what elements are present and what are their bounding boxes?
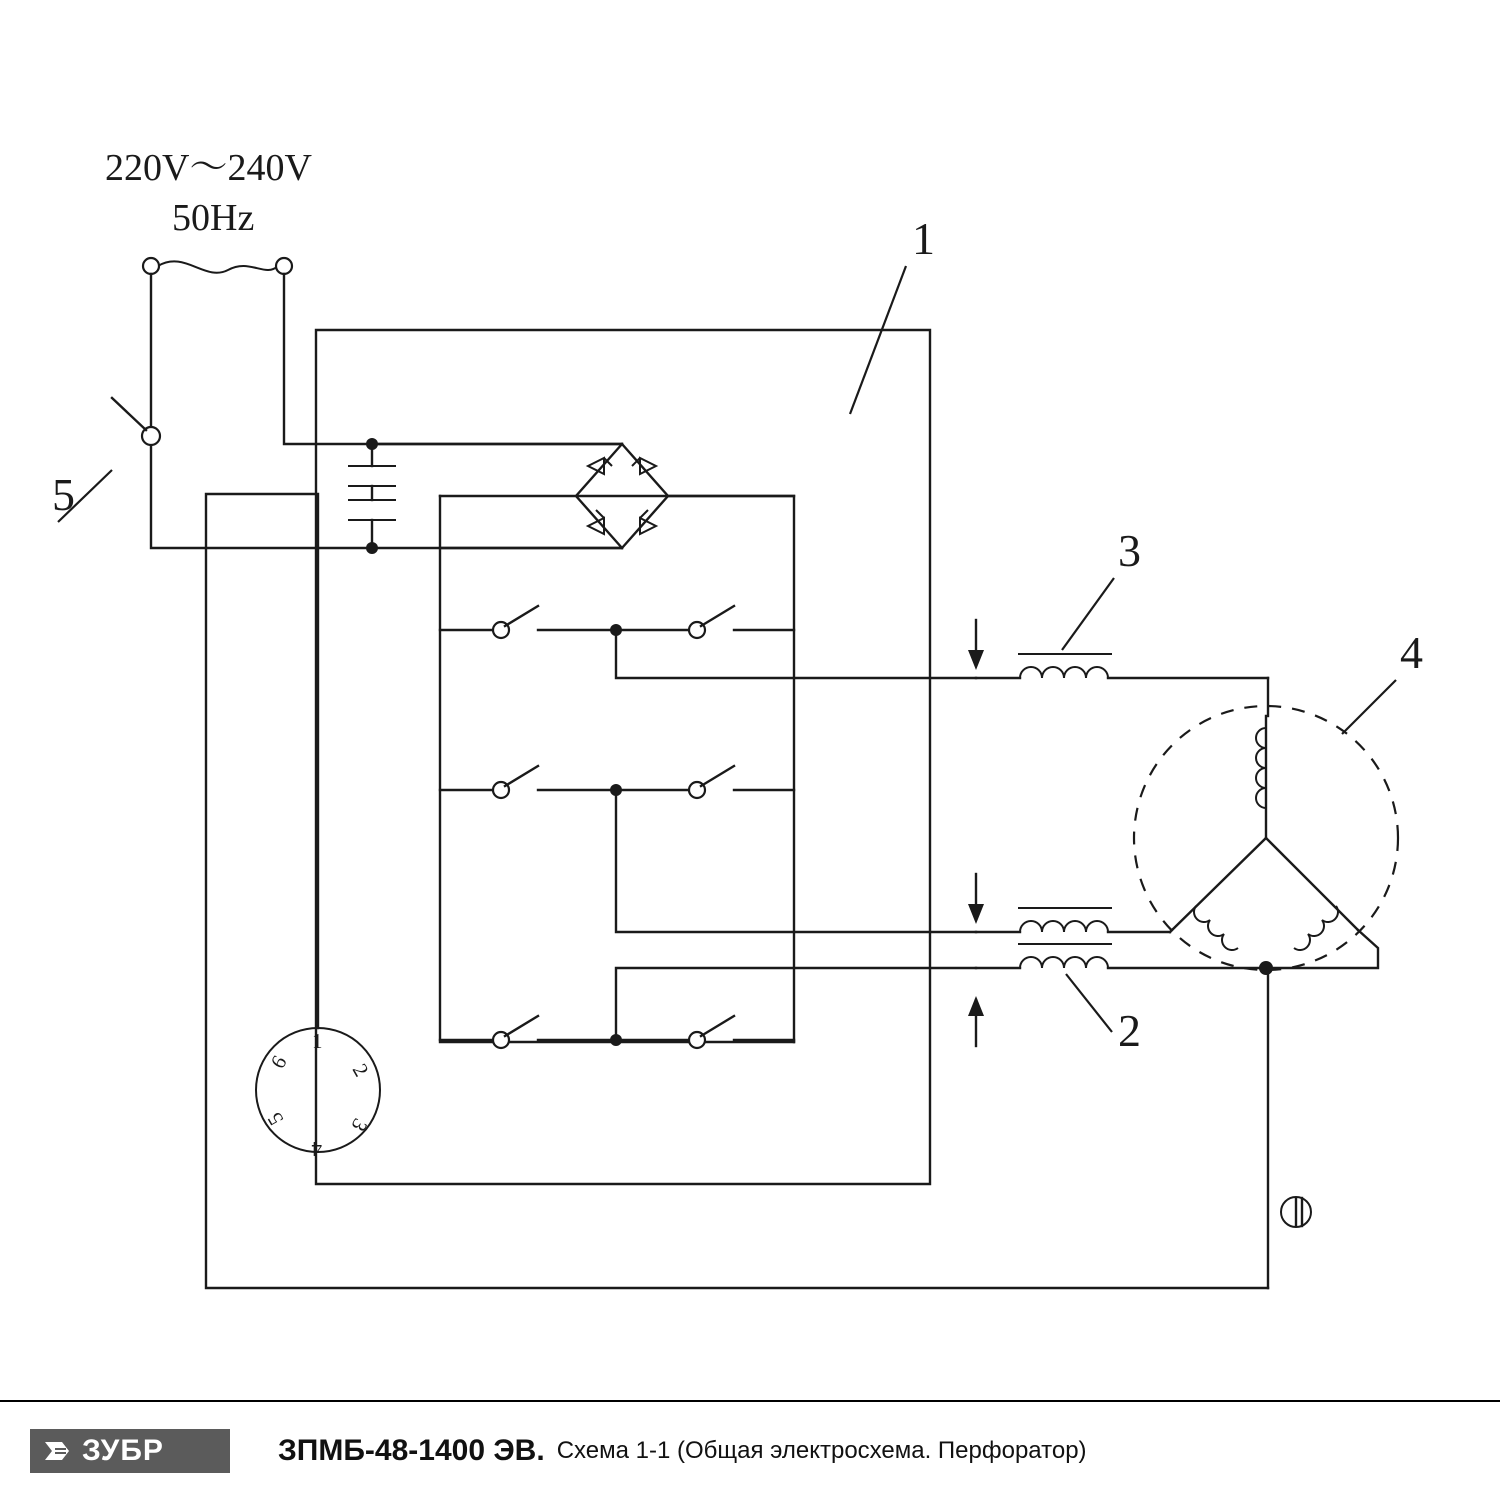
dial-position-4: 4 (311, 1137, 322, 1161)
model-name: ЗПМБ-48-1400 ЭВ. (278, 1434, 545, 1467)
capacitor-group (348, 438, 396, 554)
module-1-boundary (316, 330, 930, 1184)
brand-name: ЗУБР (82, 1434, 164, 1467)
switch-row-2[interactable] (440, 766, 976, 932)
dial-return-wire (206, 494, 1268, 1288)
callout-label-5: 5 (52, 469, 75, 520)
switch-matrix-left-rail (440, 496, 794, 1042)
motor-4 (1134, 706, 1398, 975)
callout-leader-1 (850, 266, 906, 414)
trigger-switch-5[interactable] (112, 398, 160, 445)
dial-position-3: 3 (346, 1114, 373, 1136)
dial-position-2: 2 (347, 1059, 374, 1081)
zubr-logo-icon (42, 1438, 72, 1464)
scheme-subtitle: Схема 1-1 (Общая электросхема. Перфоратор) (556, 1437, 1087, 1464)
callout-label-1: 1 (912, 213, 935, 264)
brand-badge (30, 1429, 230, 1473)
switch-row-1[interactable] (440, 606, 976, 678)
dial-position-6: 6 (265, 1051, 292, 1073)
supply-frequency-label: 50Hz (172, 197, 255, 239)
ground-symbol (1281, 1197, 1311, 1227)
callout-leader-3 (1062, 578, 1114, 650)
callout-label-3: 3 (1118, 525, 1141, 576)
inductor-middle (968, 874, 1170, 932)
mains-right-lead (284, 274, 622, 444)
supply-voltage-label: 220V～240V (105, 147, 312, 189)
mains-cord (143, 258, 292, 274)
speed-regulator-dial[interactable] (256, 1028, 380, 1161)
dial-position-1: 1 (312, 1029, 323, 1053)
callout-leader-4 (1342, 680, 1396, 734)
switch-row-3[interactable] (440, 968, 976, 1048)
footer-bar (0, 1400, 1500, 1500)
switch-output-wire (151, 446, 372, 548)
callout-leader-2 (1066, 974, 1112, 1032)
motor-right-lead (1268, 930, 1378, 968)
callout-label-4: 4 (1400, 627, 1423, 678)
motor-left-lead (1170, 930, 1172, 932)
dial-position-5: 5 (262, 1108, 289, 1130)
callout-label-2: 2 (1118, 1005, 1141, 1056)
inductor-3 (968, 620, 1268, 678)
